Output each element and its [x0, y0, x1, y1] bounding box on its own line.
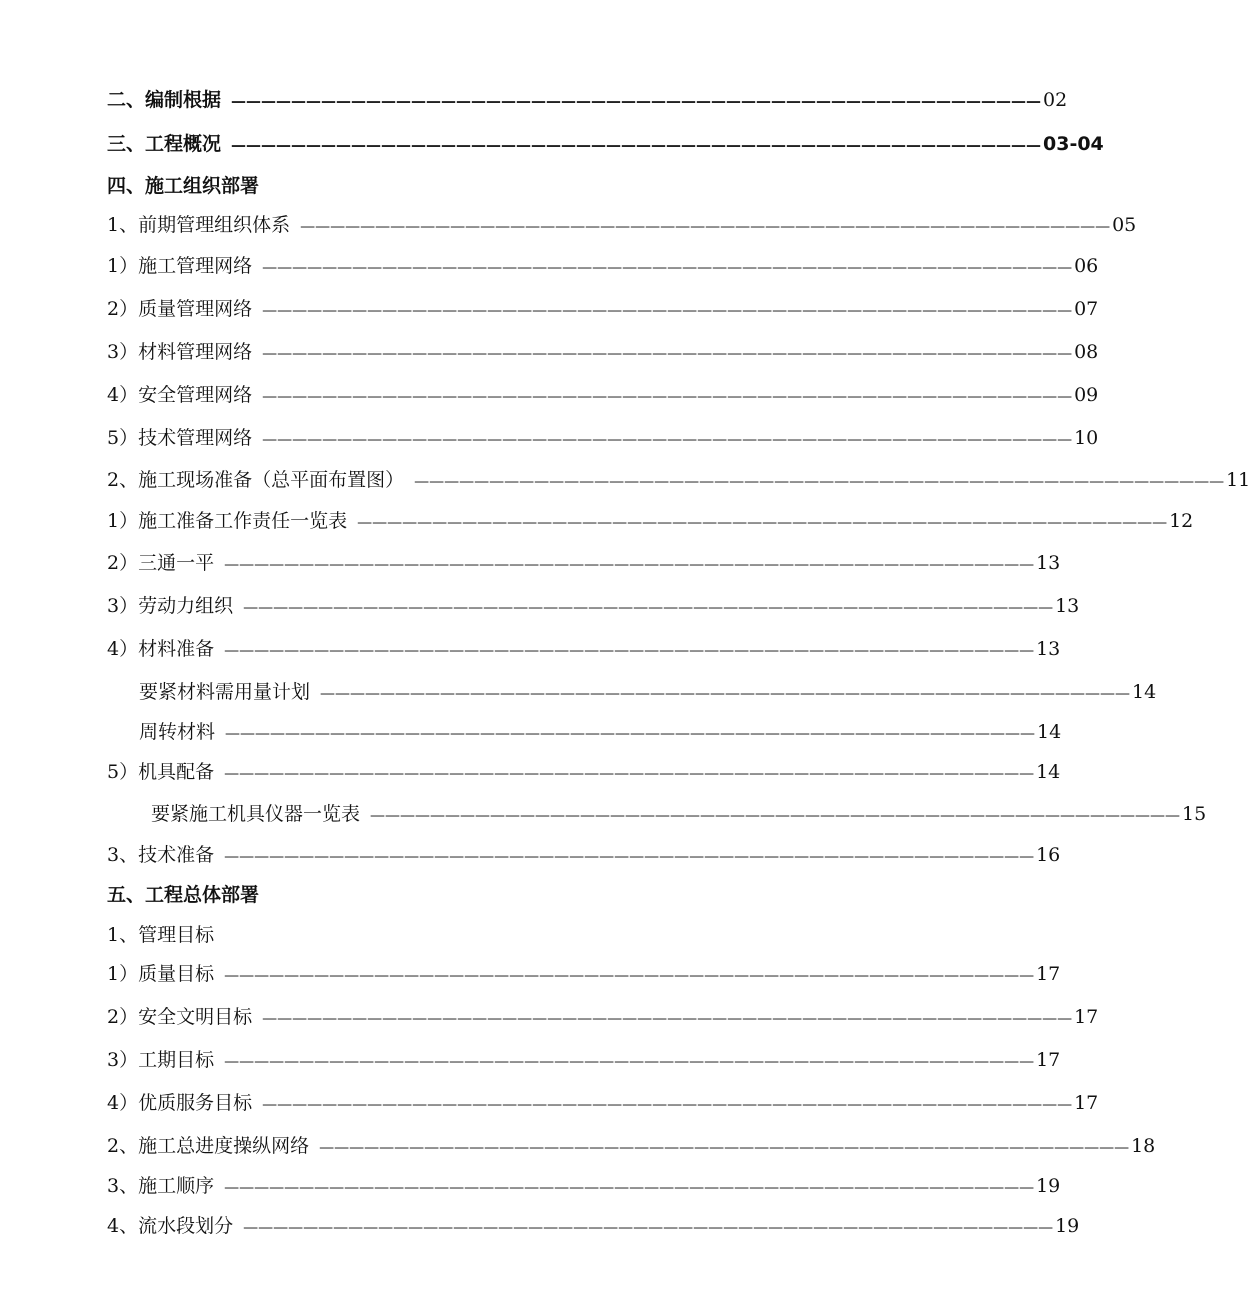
toc-entry[interactable] — [107, 843, 1061, 868]
toc-entry[interactable] — [107, 213, 1137, 238]
toc-entry-label: 5）机具配备 — [107, 761, 215, 783]
toc-entry-page: 17 — [1036, 963, 1061, 985]
toc-entry-page: 17 — [1036, 1049, 1061, 1071]
dot-leader: —————————————————————————————————————————————————————— — [262, 344, 1073, 362]
toc-entry-page: 14 — [1037, 721, 1062, 743]
toc-entry[interactable] — [107, 383, 1099, 408]
toc-entry-label: 要紧材料需用量计划 — [139, 681, 311, 703]
toc-entry-label: 1）施工准备工作责任一览表 — [107, 510, 348, 532]
dot-leader: —————————————————————————————————————————————————————— — [262, 301, 1073, 319]
toc-entry[interactable] — [107, 254, 1099, 279]
toc-entry-page: 02 — [1043, 89, 1068, 111]
toc-entry-label: 3、施工顺序 — [107, 1175, 215, 1197]
dot-leader: —————————————————————————————————————————————————————— — [262, 387, 1073, 405]
toc-entry-label: 周转材料 — [139, 721, 216, 743]
dot-leader: —————————————————————————————————————————————————————— — [262, 1095, 1073, 1113]
dot-leader: —————————————————————————————————————————————————————— — [262, 258, 1073, 276]
toc-entry-label: 3）工期目标 — [107, 1049, 215, 1071]
dot-leader: —————————————————————————————————————————————————————— — [370, 806, 1181, 824]
toc-entry-label: 要紧施工机具仪器一览表 — [151, 803, 361, 825]
toc-entry-page: 07 — [1074, 298, 1099, 320]
toc-entry-label: 3）劳动力组织 — [107, 595, 234, 617]
dot-leader: —————————————————————————————————————————————————————— — [224, 1178, 1035, 1196]
dot-leader: —————————————————————————————————————————————————————— — [262, 430, 1073, 448]
dot-leader: —————————————————————————————————————————————————————— — [224, 966, 1035, 984]
toc-entry-label: 4）优质服务目标 — [107, 1092, 253, 1114]
dot-leader: —————————————————————————————————————————————————————— — [225, 724, 1036, 742]
toc-entry-label: 1）质量目标 — [107, 963, 215, 985]
toc-entry-label: 2）质量管理网络 — [107, 298, 253, 320]
toc-entry[interactable] — [107, 1214, 1080, 1239]
toc-entry[interactable] — [107, 551, 1061, 576]
toc-entry[interactable] — [139, 680, 1157, 705]
toc-entry[interactable] — [107, 340, 1099, 365]
dot-leader: —————————————————————————————————————————————————————— — [224, 1052, 1035, 1070]
toc-entry-page: 08 — [1074, 341, 1099, 363]
toc-entry[interactable] — [139, 720, 1062, 745]
toc-entry[interactable] — [107, 962, 1061, 987]
toc-entry[interactable] — [107, 88, 1068, 113]
toc-entry[interactable] — [107, 1174, 1061, 1199]
subsection-heading: 1、管理目标 — [107, 924, 215, 946]
toc-entry[interactable] — [107, 468, 1250, 493]
dot-leader: —————————————————————————————————————————————————————— — [319, 1138, 1130, 1156]
dot-leader: —————————————————————————————————————————————————————— — [357, 513, 1168, 531]
toc-entry-page: 14 — [1036, 761, 1061, 783]
toc-entry-page: 14 — [1132, 681, 1157, 703]
toc-entry-page: 19 — [1055, 1215, 1080, 1237]
dot-leader: —————————————————————————————————————————————————————— — [224, 764, 1035, 782]
toc-entry-page: 05 — [1112, 214, 1137, 236]
toc-entry-page: 11 — [1226, 469, 1250, 491]
toc-entry[interactable] — [107, 1048, 1061, 1073]
toc-entry-page: 03-04 — [1043, 133, 1104, 155]
dot-leader: —————————————————————————————————————————————————————— — [243, 1218, 1054, 1236]
section-heading: 五、工程总体部署 — [107, 884, 260, 906]
toc-entry-page: 18 — [1131, 1135, 1156, 1157]
toc-entry-page: 16 — [1036, 844, 1061, 866]
toc-entry[interactable] — [107, 297, 1099, 322]
dot-leader: —————————————————————————————————————————————————————— — [243, 598, 1054, 616]
dot-leader: —————————————————————————————————————————————————————— — [231, 92, 1042, 110]
toc-entry[interactable] — [107, 1091, 1099, 1116]
toc-entry[interactable] — [107, 426, 1099, 451]
toc-entry-page: 17 — [1074, 1006, 1099, 1028]
toc-entry-label: 2）三通一平 — [107, 552, 215, 574]
toc-entry-label: 1）施工管理网络 — [107, 255, 253, 277]
toc-entry[interactable] — [107, 637, 1061, 662]
toc-entry[interactable] — [107, 594, 1080, 619]
dot-leader: —————————————————————————————————————————————————————— — [414, 472, 1225, 490]
toc-entry-label: 2、施工现场准备（总平面布置图） — [107, 469, 405, 491]
dot-leader: —————————————————————————————————————————————————————— — [320, 684, 1131, 702]
toc-entry-page: 06 — [1074, 255, 1099, 277]
toc-entry-label: 2）安全文明目标 — [107, 1006, 253, 1028]
toc-entry[interactable] — [107, 509, 1194, 534]
toc-entry-label: 4、流水段划分 — [107, 1215, 234, 1237]
toc-entry[interactable] — [151, 802, 1207, 827]
dot-leader: —————————————————————————————————————————————————————— — [262, 1009, 1073, 1027]
toc-entry-page: 15 — [1182, 803, 1207, 825]
dot-leader: —————————————————————————————————————————————————————— — [231, 136, 1042, 154]
dot-leader: —————————————————————————————————————————————————————— — [224, 641, 1035, 659]
section-heading: 四、施工组织部署 — [107, 175, 260, 197]
dot-leader: —————————————————————————————————————————————————————— — [300, 217, 1111, 235]
toc-entry[interactable] — [107, 1134, 1156, 1159]
toc-entry-label: 1、前期管理组织体系 — [107, 214, 291, 236]
toc-entry-label: 三、工程概况 — [107, 133, 222, 155]
toc-entry-label: 二、编制根据 — [107, 89, 222, 111]
toc-entry-label: 4）安全管理网络 — [107, 384, 253, 406]
toc-entry-page: 12 — [1169, 510, 1194, 532]
toc-entry-page: 19 — [1036, 1175, 1061, 1197]
toc-entry-page: 13 — [1036, 638, 1061, 660]
toc-entry-label: 3、技术准备 — [107, 844, 215, 866]
toc-entry[interactable] — [107, 760, 1061, 785]
toc-entry-page: 13 — [1055, 595, 1080, 617]
toc-entry[interactable] — [107, 132, 1104, 157]
toc-entry-label: 4）材料准备 — [107, 638, 215, 660]
toc-entry-page: 09 — [1074, 384, 1099, 406]
dot-leader: —————————————————————————————————————————————————————— — [224, 555, 1035, 573]
dot-leader: —————————————————————————————————————————————————————— — [224, 847, 1035, 865]
toc-entry-label: 2、施工总进度操纵网络 — [107, 1135, 310, 1157]
toc-entry-page: 13 — [1036, 552, 1061, 574]
toc-entry-page: 17 — [1074, 1092, 1099, 1114]
toc-entry-label: 5）技术管理网络 — [107, 427, 253, 449]
toc-entry[interactable] — [107, 1005, 1099, 1030]
toc-entry-label: 3）材料管理网络 — [107, 341, 253, 363]
toc-entry-page: 10 — [1074, 427, 1099, 449]
